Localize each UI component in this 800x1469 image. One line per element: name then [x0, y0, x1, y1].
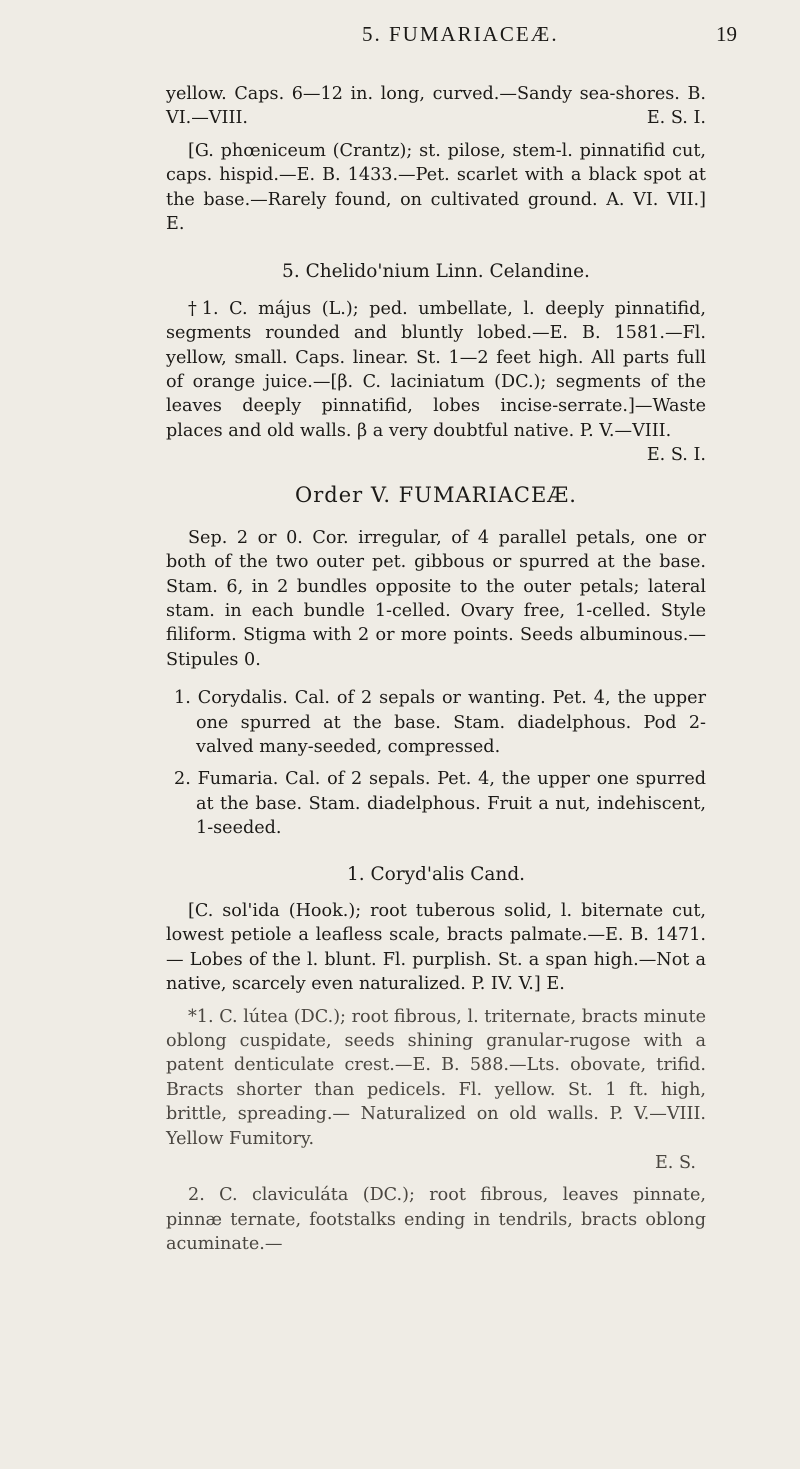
paragraph-continued	[166, 82, 706, 131]
page-title: 5. FUMARIACEÆ.	[362, 22, 559, 46]
order-heading: Order V. FUMARIACEÆ.	[295, 483, 577, 508]
paragraph-glaucium-phoeniceum: [G. phœniceum (Crantz); st. pilose, stem-l. pinnatifid cut, caps. hispid.—E. B. 1433.—Pet. scarlet with a black spot at the base.—Rarely found, on cultivated ground. A. VI. VII.] E.	[166, 140, 706, 235]
running-header	[0, 18, 800, 58]
paragraph-corydalis-claviculata: 2. C. claviculáta (DC.); root fibrous, leaves pinnate, pinnæ ternate, footstalks ending in tendrils, bracts oblong acuminate.—	[166, 1185, 706, 1255]
distribution-ref: E. S.	[654, 1153, 696, 1174]
genera-list	[166, 686, 706, 840]
genus-heading-corydalis: 1. Coryd'alis Cand.	[346, 863, 526, 885]
paragraph-chelidonium-majus	[166, 297, 706, 466]
genus-heading-chelidonium: 5. Chelido'nium Linn. Celandine.	[282, 261, 590, 283]
page-number: 19	[716, 22, 737, 46]
paragraph-corydalis-lutea: *1. C. lútea (DC.); root fibrous, l. triternate, bracts minute oblong cuspidate, seeds shining granular-rugose with a patent denticulate crest.—E. B. 588.—Lts. obovate, trifid. Bracts shorter than pedicels. Fl. yellow. St. 1 ft. high, brittle, spreading.— Naturalized on old walls. P. V.—VIII. Yellow Fumitory.	[166, 1006, 706, 1149]
order-description: Sep. 2 or 0. Cor. irregular, of 4 parallel petals, one or both of the two outer pet. gibbous or spurred at the base. Stam. 6, in 2 bundles opposite to the outer petals; lateral stam. in each bundle 1-celled. Ovary free, 1-celled. Style filiform. Stigma with 2 or more points. Seeds albuminous.—Stipules 0.	[166, 527, 706, 670]
paragraph-text: †1. C. május (L.); ped. umbellate, l. deeply pinnatifid, segments rounded and bluntly lobed.—E. B. 1581.—Fl. yellow, small. Caps. linear. St. 1—2 feet high. All parts full of orange juice.—[β. C. laciniatum (DC.); segments of the leaves deeply pinnatifid, lobes incise-serrate.]—Waste places and old walls. β a very doubtful native. P. V.—VIII.	[166, 298, 706, 441]
paragraph-corydalis-solida: [C. sol'ida (Hook.); root tuberous solid, l. biternate cut, lowest petiole a leafless scale, bracts palmate.—E. B. 1471.— Lobes of the l. blunt. Fl. purplish. St. a span high.—Not a native, scarcely even naturalized. P. IV. V.] E.	[166, 900, 706, 995]
list-item: 1. Corydalis. Cal. of 2 sepals or wanting. Pet. 4, the upper one spurred at the base. Stam. diadelphous. Pod 2-valved many-seeded, compressed.	[174, 688, 706, 757]
distribution-ref: E. S. I.	[646, 108, 706, 129]
page-body	[166, 82, 706, 1257]
list-item: 2. Fumaria. Cal. of 2 sepals. Pet. 4, the upper one spurred at the base. Stam. diadelphous. Fruit a nut, indehiscent, 1-seeded.	[174, 769, 706, 839]
paragraph-text: yellow. Caps. 6—12 in. long, curved.—Sandy sea-shores. B. VI.—VIII.	[166, 84, 706, 129]
distribution-ref: E. S. I.	[646, 445, 706, 466]
